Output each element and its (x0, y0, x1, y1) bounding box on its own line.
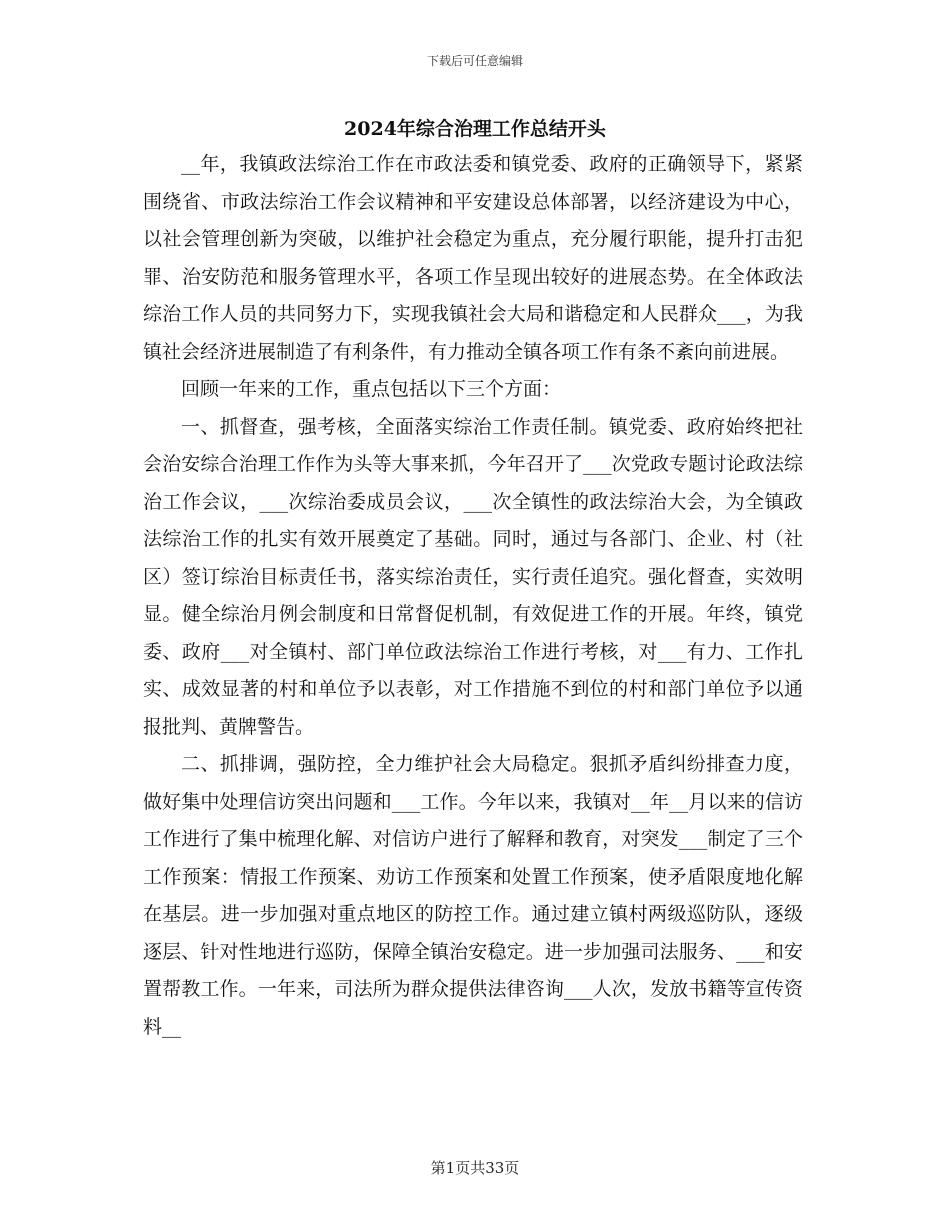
document-body (143, 146, 803, 1046)
page-number: 第1页共33页 (430, 1159, 520, 1177)
page-header-note: 下载后可任意编辑 (426, 54, 523, 68)
paragraph-section-two: 二、抓排调，强防控，全力维护社会大局稳定。狠抓矛盾纠纷排查力度，做好集中处理信访突出问题和___工作。今年以来，我镇对__年__月以来的信访工作进行了集中梳理化解、对信访户进行了解释和教育，对突发___制定了三个工作预案：情报工作预案、劝访工作预案和处置工作预案，使矛盾限度地化解在基层。进一步加强对重点地区的防控工作。通过建立镇村两级巡防队，逐级逐层、针对性地进行巡防，保障全镇治安稳定。进一步加强司法服务、___和安置帮教工作。一年来，司法所为群众提供法律咨询___人次，发放书籍等宣传资料__ (143, 753, 803, 1038)
paragraph-overview: 回顾一年来的工作，重点包括以下三个方面： (181, 378, 562, 400)
document-title: 2024年综合治理工作总结开头 (344, 118, 606, 140)
paragraph-section-one: 一、抓督查，强考核，全面落实综治工作责任制。镇党委、政府始终把社会治安综合治理工作作为头等大事来抓，今年召开了___次党政专题讨论政法综治工作会议，___次综治委成员会议，___次全镇性的政法综治大会，为全镇政法综治工作的扎实有效开展奠定了基础。同时，通过与各部门、企业、村（社区）签订综治目标责任书，落实综治责任，实行责任追究。强化督查，实效明显。健全综治月例会制度和日常督促机制，有效促进工作的开展。年终，镇党委、政府___对全镇村、部门单位政法综治工作进行考核，对___有力、工作扎实、成效显著的村和单位予以表彰，对工作措施不到位的村和部门单位予以通报批判、黄牌警告。 (143, 415, 803, 738)
paragraph-intro: __年，我镇政法综治工作在市政法委和镇党委、政府的正确领导下，紧紧围绕省、市政法综治工作会议精神和平安建设总体部署，以经济建设为中心，以社会管理创新为突破，以维护社会稳定为重点，充分履行职能，提升打击犯罪、治安防范和服务管理水平，各项工作呈现出较好的进展态势。在全体政法综治工作人员的共同努力下，实现我镇社会大局和谐稳定和人民群众___，为我镇社会经济进展制造了有利条件，有力推动全镇各项工作有条不紊向前进展。 (143, 153, 803, 363)
